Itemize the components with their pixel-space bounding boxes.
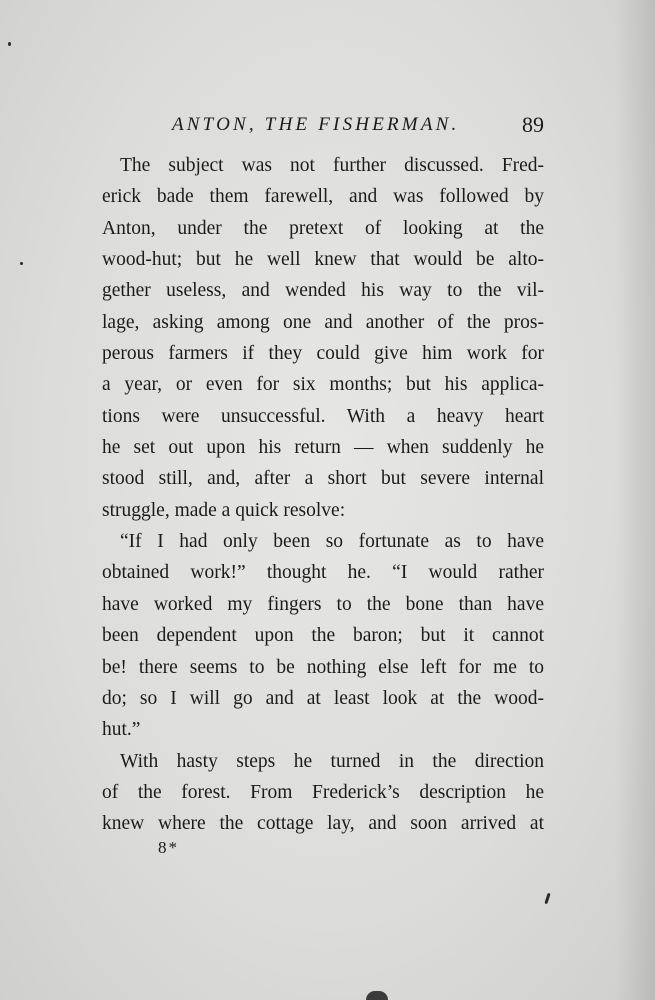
text-line: lage, asking among one and another of the pros- (102, 311, 544, 333)
text-line: hut.” (102, 719, 141, 741)
text-line: gether useless, and wended his way to the vil- (102, 280, 544, 302)
text-line: knew where the cottage lay, and soon arrived at (102, 813, 544, 835)
text-line: do; so I will go and at least look at the wood- (102, 687, 544, 709)
text-line: erick bade them farewell, and was followed by (102, 186, 544, 208)
text-line: be! there seems to be nothing else left for me to (102, 656, 544, 678)
running-title: ANTON, THE FISHERMAN. (172, 114, 460, 135)
text-line: been dependent upon the baron; but it cannot (102, 625, 544, 647)
text-line: wood-hut; but he well knew that would be alto- (102, 249, 544, 271)
page-edge-shadow (615, 0, 655, 1000)
text-line: obtained work!” thought he. “I would rather (102, 562, 544, 584)
text-line: have worked my fingers to the bone than have (102, 593, 544, 615)
text-line: of the forest. From Frederick’s description he (102, 781, 544, 803)
text-line: he set out upon his return — when suddenly he (102, 437, 544, 459)
text-line: The subject was not further discussed. Fred- (120, 155, 544, 176)
ink-speck (366, 991, 388, 1000)
body-text (102, 150, 544, 840)
text-line: Anton, under the pretext of looking at the (102, 217, 544, 239)
signature-mark: 8* (158, 838, 179, 857)
page-number: 89 (522, 112, 544, 137)
text-line: “If I had only been so fortunate as to have (120, 531, 544, 553)
text-line: a year, or even for six months; but his applica- (102, 374, 544, 396)
ink-speck (20, 262, 23, 265)
text-line: stood still, and, after a short but severe internal (102, 468, 544, 490)
text-line: tions were unsuccessful. With a heavy heart (102, 405, 544, 427)
text-line: With hasty steps he turned in the direction (120, 750, 544, 772)
ink-speck (544, 893, 550, 904)
text-line: perous farmers if they could give him work for (102, 343, 544, 365)
text-line: struggle, made a quick resolve: (102, 499, 346, 521)
running-head (172, 110, 544, 140)
ink-speck (8, 42, 11, 46)
